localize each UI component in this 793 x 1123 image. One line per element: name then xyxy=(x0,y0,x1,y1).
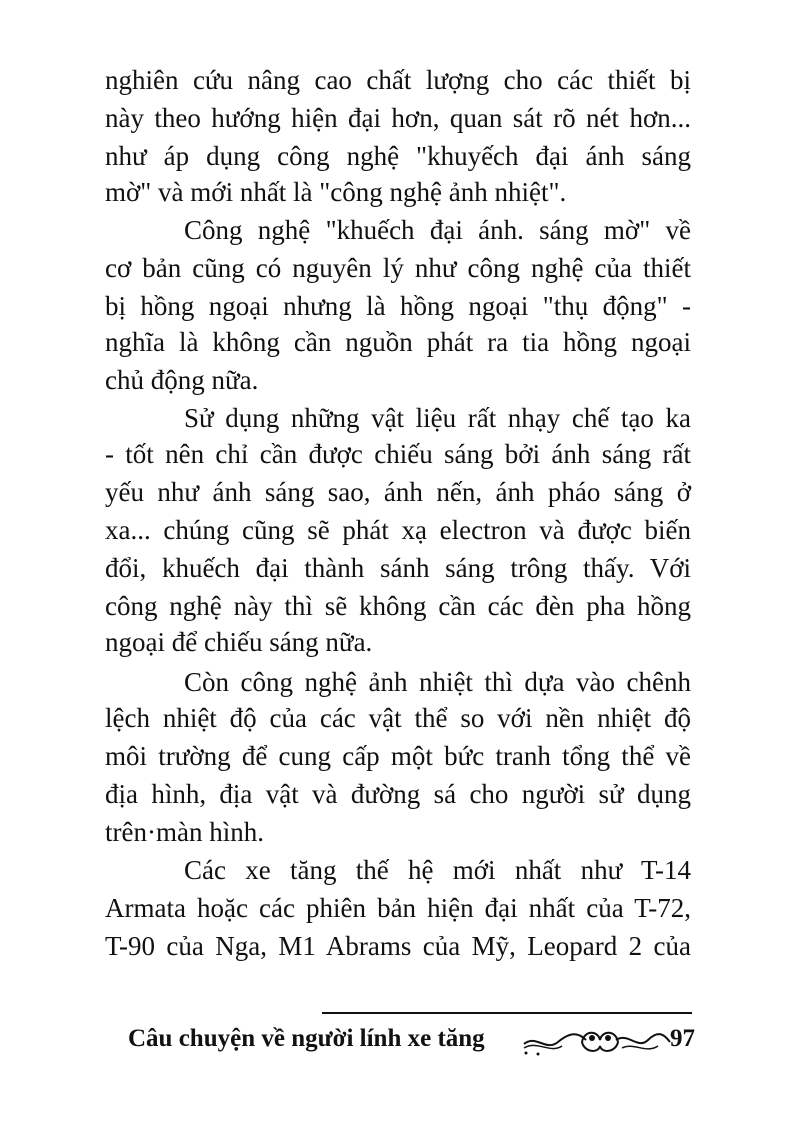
text-line: cơ bản cũng có nguyên lý như công nghệ của thiết xyxy=(105,253,691,283)
text-line: nghĩa là không cần nguồn phát ra tia hồng ngoại xyxy=(105,327,691,357)
paragraph-first-line: Sử dụng những vật liệu rất nhạy chế tạo ka xyxy=(184,403,691,433)
text-line: Armata hoặc các phiên bản hiện đại nhất của T-72, xyxy=(105,893,691,923)
text-line: bị hồng ngoại nhưng là hồng ngoại "thụ động" - xyxy=(105,291,691,321)
text-line: trên·màn hình. xyxy=(105,817,264,847)
text-line: mờ" và mới nhất là "công nghệ ảnh nhiệt". xyxy=(105,177,567,207)
text-line: T-90 của Nga, M1 Abrams của Mỹ, Leopard 2 của xyxy=(105,931,691,961)
text-line: địa hình, địa vật và đường sá cho người sử dụng xyxy=(105,779,691,809)
text-line: này theo hướng hiện đại hơn, quan sát rõ nét hơn... xyxy=(105,103,691,133)
text-line: - tốt nên chỉ cần được chiếu sáng bởi ánh sáng rất xyxy=(105,439,691,469)
text-line: nghiên cứu nâng cao chất lượng cho các thiết bị xyxy=(105,65,691,95)
text-line: ngoại để chiếu sáng nữa. xyxy=(105,627,373,657)
text-line: xa... chúng cũng sẽ phát xạ electron và được biến xyxy=(105,515,691,545)
text-line: môi trường để cung cấp một bức tranh tổng thể về xyxy=(105,741,691,771)
page-number: 97 xyxy=(670,1025,695,1052)
text-line: như áp dụng công nghệ "khuyếch đại ánh sáng xyxy=(105,141,691,171)
text-line: công nghệ này thì sẽ không cần các đèn pha hồng xyxy=(105,591,691,621)
paragraph-first-line: Còn công nghệ ảnh nhiệt thì dựa vào chênh xyxy=(184,667,691,697)
paragraph-first-line: Công nghệ "khuếch đại ánh. sáng mờ" về xyxy=(184,215,691,245)
footer-rule xyxy=(322,1012,692,1014)
paragraph-first-line: Các xe tăng thế hệ mới nhất như T-14 xyxy=(184,855,691,885)
text-line: đổi, khuếch đại thành sánh sáng trông thấy. Với xyxy=(105,553,691,583)
text-line: yếu như ánh sáng sao, ánh nến, ánh pháo sáng ở xyxy=(105,477,691,507)
text-line: chủ động nữa. xyxy=(105,365,259,395)
text-line: lệch nhiệt độ của các vật thể so với nền nhiệt độ xyxy=(105,703,691,733)
flourish-ornament-icon xyxy=(522,1026,672,1056)
running-footer-title: Câu chuyện về người lính xe tăng xyxy=(128,1025,485,1052)
